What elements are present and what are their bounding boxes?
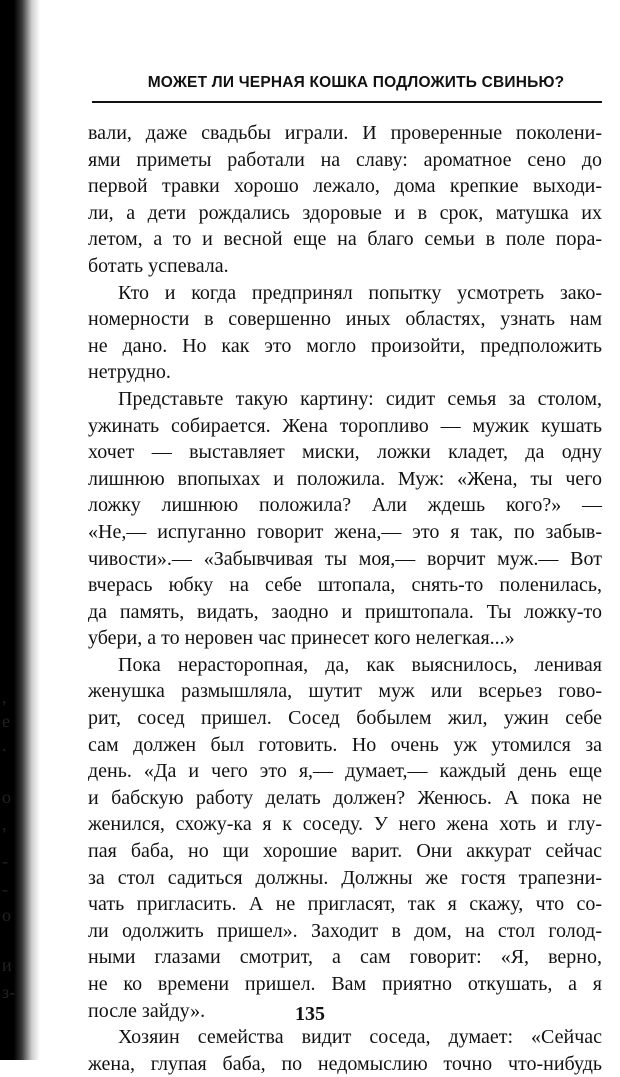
page-number: 135 [295, 1003, 325, 1025]
adjacent-page-fragment [0, 0, 14, 1060]
text-line: пая баба, но щи хорошие варит. Они аккурат сейчас [88, 840, 602, 863]
gutter-char: и [2, 955, 12, 975]
text-line: и бабскую работу делать должен? Женюсь. А пока не [88, 786, 602, 809]
text-line: Кто и когда предпринял попытку усмотреть зако- [118, 281, 602, 304]
text-line: первой травки хорошо лежало, дома крепкие выходи- [88, 175, 602, 198]
text-line: чивости».— «Забывчивая ты моя,— ворчит муж.— Вот [88, 547, 602, 570]
text-line: женился, схожу-ка я к соседу. У него жена хоть и глу- [88, 813, 602, 836]
text-line: после зайду». [88, 999, 206, 1022]
gutter-char: з- [2, 982, 16, 1002]
text-line: номерности в совершенно иных областях, узнать нам [88, 308, 602, 331]
page-body [88, 120, 602, 1077]
gutter-char: , [2, 687, 7, 707]
text-line: рит, сосед пришел. Сосед бобылем жил, ужин себе [88, 707, 602, 730]
text-line: Пока нерасторопная, да, как выяснилось, ленивая [118, 653, 602, 676]
text-line: ли, а дети рождались здоровые и в срок, матушка их [88, 201, 602, 224]
text-line: вали, даже свадьбы играли. И проверенные поколени- [88, 122, 602, 144]
text-line: ботать успевала. [88, 254, 229, 277]
gutter-char: о [2, 787, 11, 807]
header-rule [92, 101, 602, 103]
text-line: Хозяин семейства видит соседа, думает: «Сейчас [118, 1026, 602, 1049]
text-line: ужинать собирается. Жена торопливо — мужик кушать [88, 414, 602, 437]
text-line: вчерась юбку на себе штопала, снять-то поленилась, [88, 574, 602, 597]
gutter-char: . [2, 735, 7, 755]
text-line: сам должен был готовить. Но очень уж утомился за [88, 733, 602, 756]
running-head: МОЖЕТ ЛИ ЧЕРНАЯ КОШКА ПОДЛОЖИТЬ СВИНЬЮ? [147, 74, 565, 91]
text-line: не ко времени пришел. Вам приятно откушать, а я [88, 973, 602, 995]
text-line: ными глазами смотрит, а сам говорит: «Я, верно, [88, 946, 602, 969]
text-line: лишнюю впопыхах и положила. Муж: «Жена, ты чего [88, 467, 602, 490]
text-line: нетрудно. [88, 361, 171, 384]
text-line: за стол садиться должны. Должны же гостя трапезни- [88, 866, 602, 889]
text-line: «Не,— испуганно говорит жена,— это я так, по забыв- [88, 520, 602, 543]
text-line: убери, а то неровен час принесет кого нелегкая...» [88, 627, 515, 650]
gutter-char: - [2, 851, 8, 871]
text-line: женушка размышляла, шутит муж или всерьез гово- [88, 680, 602, 703]
gutter-char: - [2, 879, 8, 899]
text-line: ложку лишнюю положила? Али ждешь кого?» — [88, 494, 602, 517]
text-line: не дано. Но как это могло произойти, предположить [88, 334, 602, 357]
text-line: Представьте такую картину: сидит семья за столом, [118, 387, 602, 410]
text-line: летом, а то и весной еще на благо семьи в поле пора- [88, 228, 602, 251]
text-line: чать пригласить. А не пригласят, так я скажу, что со- [88, 893, 602, 916]
gutter-char: о [2, 905, 11, 925]
gutter-char: , [2, 814, 7, 834]
text-line: хочет — выставляет миски, ложки кладет, да одну [88, 441, 602, 464]
text-line: жена, глупая баба, по недомыслию точно что-нибудь [88, 1052, 602, 1075]
text-line: день. «Да и чего это я,— думает,— каждый день еще [88, 760, 602, 783]
text-line: ли одолжить пришел». Заходит в дом, на стол голод- [88, 919, 602, 942]
text-line: ями приметы работали на славу: ароматное сено до [88, 148, 602, 171]
gutter-char: е [2, 711, 10, 731]
text-line: да память, видать, заодно и приштопала. Ты ложку-то [88, 600, 602, 623]
